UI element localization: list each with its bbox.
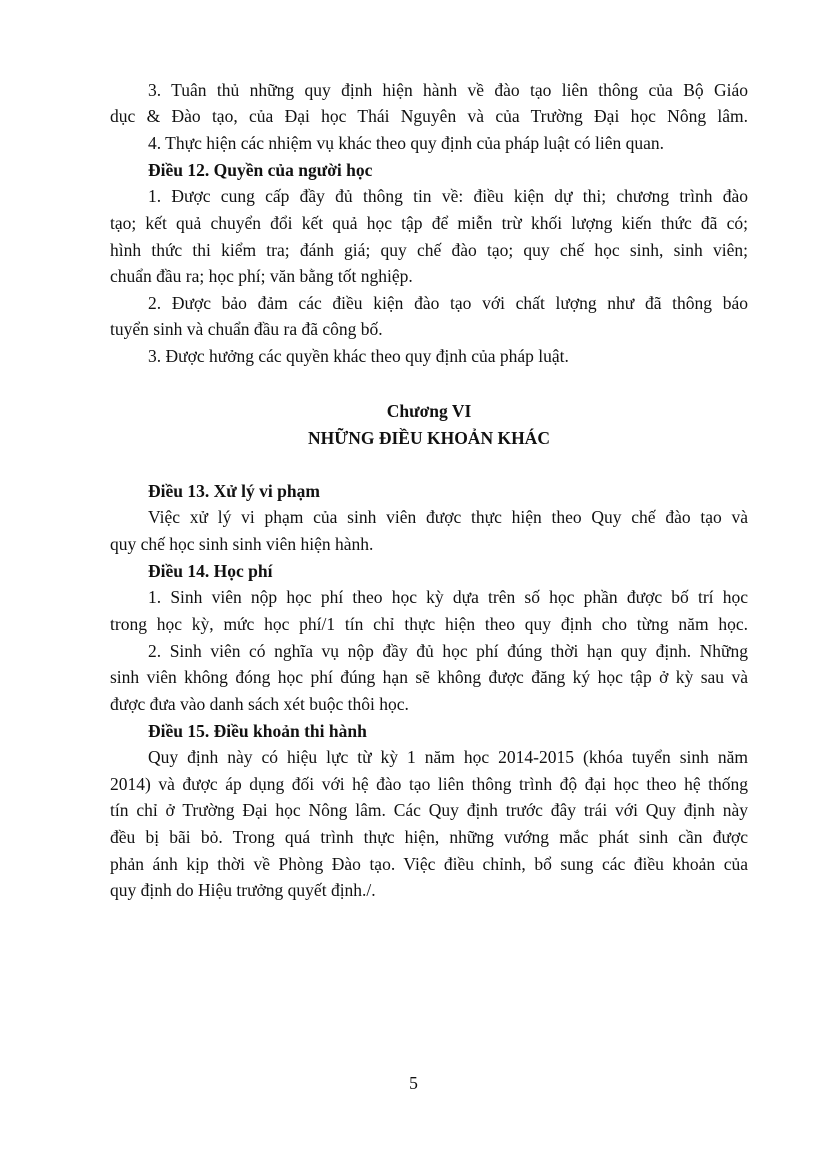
- text-line: 2014) và được áp dụng đối với hệ đào tạo liên thông trình độ đại học theo hệ thống: [110, 774, 748, 794]
- text-line: hình thức thi kiểm tra; đánh giá; quy chế đào tạo; quy chế học sinh, sinh viên;: [110, 240, 748, 260]
- chapter-subtitle: NHỮNG ĐIỀU KHOẢN KHÁC: [308, 428, 550, 448]
- text-line: 3. Được hưởng các quyền khác theo quy định của pháp luật.: [148, 346, 569, 366]
- text-line: đều bị bãi bỏ. Trong quá trình thực hiện, những vướng mắc phát sinh cần được: [110, 827, 748, 847]
- text-line: phản ánh kịp thời về Phòng Đào tạo. Việc điều chỉnh, bổ sung các điều khoản của: [110, 854, 748, 874]
- text-line: quy chế học sinh sinh viên hiện hành.: [110, 534, 374, 554]
- text-line: 2. Được bảo đảm các điều kiện đào tạo với chất lượng như đã thông báo: [148, 293, 748, 313]
- article-13-heading: Điều 13. Xử lý vi phạm: [148, 481, 320, 501]
- text-line: 1. Sinh viên nộp học phí theo học kỳ dựa trên số học phần được bố trí học: [148, 587, 748, 607]
- text-line: tín chỉ ở Trường Đại học Nông lâm. Các Quy định trước đây trái với Quy định này: [110, 800, 748, 820]
- text-line: trong học kỳ, mức học phí/1 tín chỉ thực hiện theo quy định cho từng năm học.: [110, 614, 748, 634]
- article-14-heading: Điều 14. Học phí: [148, 561, 273, 581]
- text-line: 3. Tuân thủ những quy định hiện hành về đào tạo liên thông của Bộ Giáo: [148, 80, 748, 100]
- text-line: tuyển sinh và chuẩn đầu ra đã công bố.: [110, 319, 383, 339]
- article-12-heading: Điều 12. Quyền của người học: [148, 160, 373, 180]
- text-line: sinh viên không đóng học phí đúng hạn sẽ không được đăng ký học tập ở kỳ sau và: [110, 667, 748, 687]
- text-line: dục & Đào tạo, của Đại học Thái Nguyên và của Trường Đại học Nông lâm.: [110, 106, 748, 126]
- chapter-title: Chương VI: [386, 401, 472, 421]
- text-line: quy định do Hiệu trưởng quyết định./.: [110, 880, 376, 900]
- text-line: được đưa vào danh sách xét buộc thôi học.: [110, 694, 409, 714]
- text-line: tạo; kết quả chuyển đổi kết quả học tập để miễn trừ khối lượng kiến thức đã có;: [110, 213, 748, 233]
- text-line: Việc xử lý vi phạm của sinh viên được thực hiện theo Quy chế đào tạo và: [148, 507, 748, 527]
- text-line: Quy định này có hiệu lực từ kỳ 1 năm học 2014-2015 (khóa tuyển sinh năm: [148, 747, 748, 767]
- article-15-heading: Điều 15. Điều khoản thi hành: [148, 721, 367, 741]
- text-line: chuẩn đầu ra; học phí; văn bằng tốt nghiệp.: [110, 266, 413, 286]
- text-line: 4. Thực hiện các nhiệm vụ khác theo quy định của pháp luật có liên quan.: [148, 133, 665, 153]
- page-number: 5: [409, 1073, 418, 1093]
- text-line: 2. Sinh viên có nghĩa vụ nộp đầy đủ học phí đúng thời hạn quy định. Những: [148, 641, 748, 661]
- text-line: 1. Được cung cấp đầy đủ thông tin về: điều kiện dự thi; chương trình đào: [148, 186, 748, 206]
